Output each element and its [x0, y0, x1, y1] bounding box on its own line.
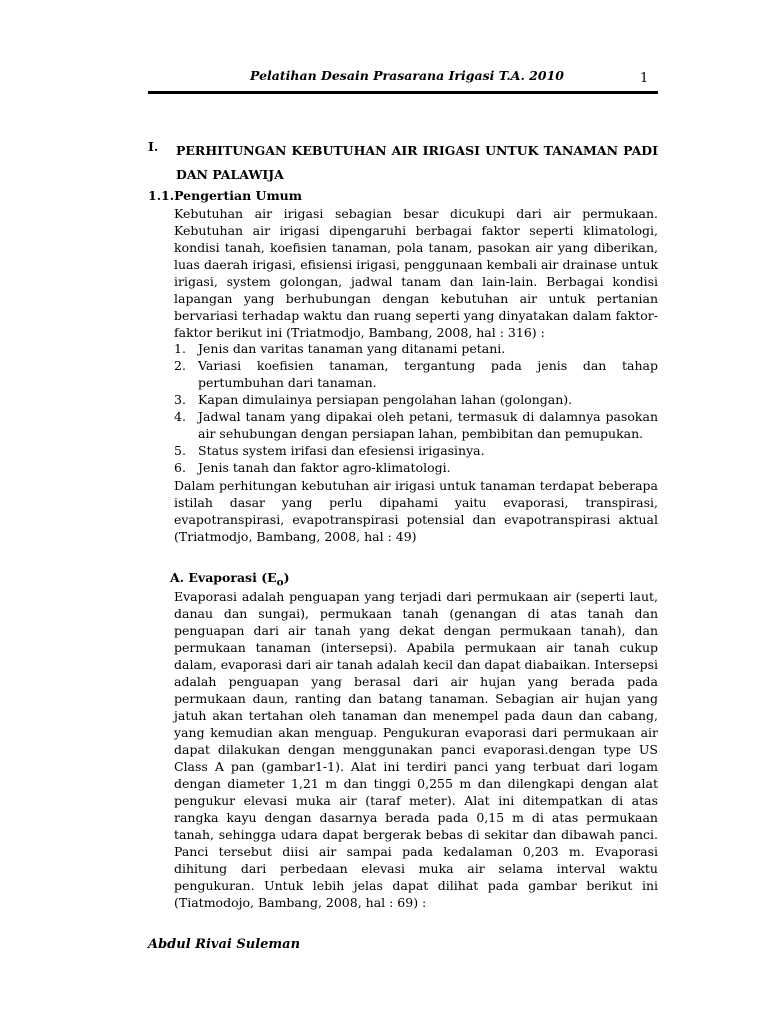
list-item-text: Jenis dan varitas tanaman yang ditanami petani. — [198, 341, 506, 356]
chapter-title: PERHITUNGAN KEBUTUHAN AIR IRIGASI UNTUK TANAMAN PADI DAN PALAWIJA — [176, 143, 658, 182]
list-item — [174, 340, 658, 357]
factor-list — [174, 340, 658, 476]
list-item-text: Variasi koefisien tanaman, tergantung pada jenis dan tahap pertumbuhan dari tanaman. — [198, 358, 658, 390]
list-item — [174, 357, 658, 391]
page-number: 1 — [640, 71, 649, 86]
list-item-number: 3. — [174, 392, 186, 407]
list-item — [174, 442, 658, 459]
list-item-number: 5. — [174, 443, 186, 458]
list-item — [174, 459, 658, 476]
subsection-subscript: o — [276, 576, 284, 589]
list-item-text: Status system irifasi dan efesiensi irigasinya. — [198, 443, 485, 458]
paragraph-intro: Kebutuhan air irigasi sebagian besar dicukupi dari air permukaan. Kebutuhan air irigasi dipengaruhi berbagai faktor seperti klimatologi, kondisi tanah, koefisien tanaman, pola tanam, pasokan air yang diberikan, luas daerah irigasi, efisiensi irigasi, penggunaan kembali air drainase untuk irigasi, system golongan, jadwal tanam dan lain-lain. Berbagai kondisi lapangan yang berhubungan dengan kebutuhan air untuk pertanian bervariasi terhadap waktu dan ruang seperti yang dinyatakan dalam faktor-faktor berikut ini (Triatmodjo, Bambang, 2008, hal : 316) : — [174, 206, 658, 340]
paragraph-terms: Dalam perhitungan kebutuhan air irigasi untuk tanaman terdapat beberapa istilah dasar yang perlu dipahami yaitu evaporasi, transpirasi, evapotranspirasi, evapotranspirasi potensial dan evapotranspirasi aktual (Triatmodjo, Bambang, 2008, hal : 49) — [174, 478, 658, 544]
list-item — [174, 408, 658, 442]
header-divider — [148, 91, 658, 94]
list-item-text: Kapan dimulainya persiapan pengolahan lahan (golongan). — [198, 392, 573, 407]
list-item-text: Jadwal tanam yang dipakai oleh petani, termasuk di dalamnya pasokan air sehubungan dengan persiapan lahan, pembibitan dan pemupukan. — [198, 409, 658, 441]
subsection-heading — [170, 570, 290, 589]
list-item-text: Jenis tanah dan faktor agro-klimatologi. — [198, 460, 451, 475]
list-item-number: 1. — [174, 341, 186, 356]
subsection-label: A. Evaporasi (E — [170, 570, 277, 585]
list-item-number: 6. — [174, 460, 186, 475]
header-title: Pelatihan Desain Prasarana Irigasi T.A. 2010 — [250, 68, 564, 83]
list-item-number: 2. — [174, 358, 186, 373]
subsection-close: ) — [283, 570, 290, 585]
footer-author: Abdul Rivai Suleman — [148, 937, 301, 952]
list-item-number: 4. — [174, 409, 186, 424]
paragraph-evaporation: Evaporasi adalah penguapan yang terjadi dari permukaan air (seperti laut, danau dan sungai), permukaan tanah (genangan di atas tanah dan penguapan dari air tanah yang dekat dengan permukaan tanah), dan permukaan tanaman (intersepsi). Apabila permukaan air tanah cukup dalam, evaporasi dari air tanah adalah kecil dan dapat diabaikan. Intersepsi adalah penguapan yang berasal dari air hujan yang berada pada permukaan daun, ranting dan batang tanaman. Sebagian air hujan yang jatuh akan tertahan oleh tanaman dan menempel pada daun dan cabang, yang kemudian akan menguap. Pengukuran evaporasi dari permukaan air dapat dilakukan dengan menggunakan panci evaporasi.dengan type US Class A pan (gambar1-1). Alat ini terdiri panci yang terbuat dari logam dengan diameter 1,21 m dan tinggi 0,255 m dan dilengkapi dengan alat pengukur elevasi muka air (taraf meter). Alat ini ditempatkan di atas rangka kayu dengan dasarnya berada pada 0,15 m di atas permukaan tanah, sehingga udara dapat bergerak bebas di sekitar dan dibawah panci. Panci tersebut diisi air sampai pada kedalaman 0,203 m. Evaporasi dihitung dari perbedaan elevasi muka air selama interval waktu pengukuran. Untuk lebih jelas dapat dilihat pada gambar berikut ini (Tiatmodojo, Bambang, 2008, hal : 69) : — [174, 589, 659, 910]
section-heading: 1.1.Pengertian Umum — [148, 188, 302, 203]
list-item — [174, 391, 658, 408]
chapter-number: I. — [148, 139, 159, 154]
